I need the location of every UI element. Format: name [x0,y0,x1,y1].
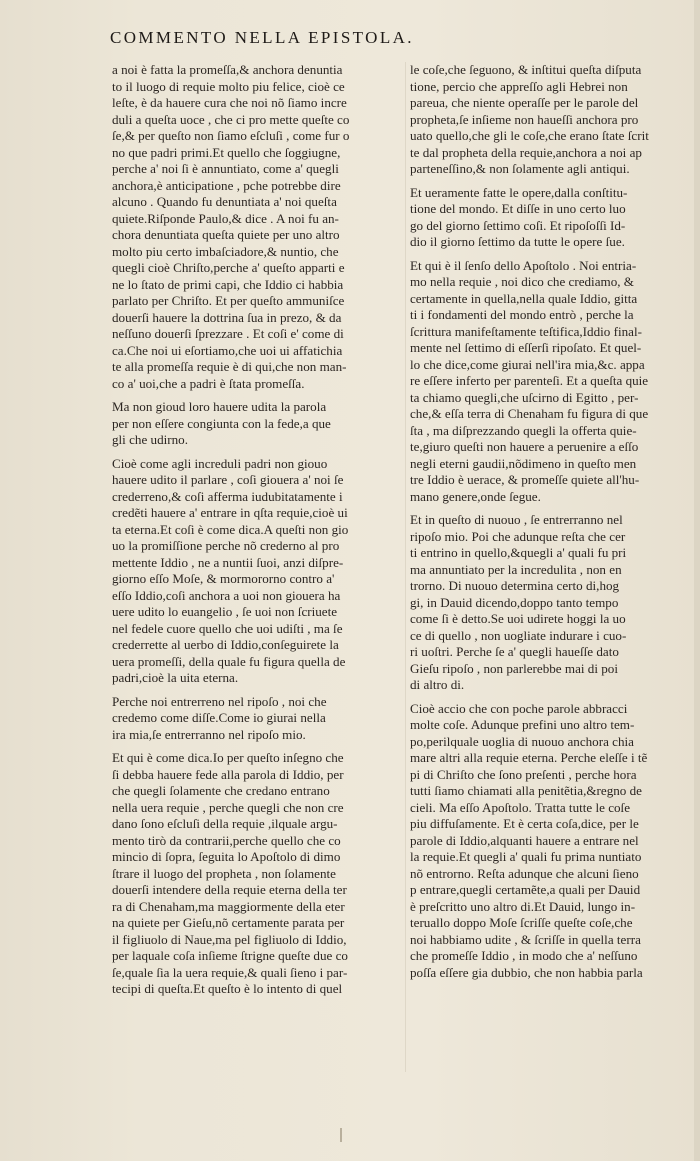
paragraph-gap [112,743,412,750]
text-line: ti i fondamenti del mondo entrò , perche la [410,307,634,322]
text-line: re eſſere inferto per parenteſi. Et a queſta quie [410,373,649,388]
paragraph-gap [410,505,700,512]
text-line: certamente in quella,nella quale Iddio, gitta [410,290,638,306]
text-line: poſſa eſſere gia dubbio, che non habbia parla [410,964,643,980]
text-line: ſe,quale ſia la uera requie,& quali ſieno i par- [112,964,348,980]
text-line: co a' uoi,che a padri è ſtata promeſſa. [112,375,305,391]
text-line: anchora,è anticipatione , pche potrebbe dire [112,177,341,193]
text-line: a noi è fatta la promeſſa,& anchora denuntia [112,62,343,77]
text-line: te,giuro queſti non hauere a peruenire a eſſo [410,439,639,454]
text-line: ti entrino in quello,&quegli a' quali fu pri [410,545,627,560]
text-line: è preſcritto uno altro di.Et Dauid, lungo in- [410,898,636,914]
text-line: duli a queſta uoce , che ci pro mette queſte co [112,111,350,127]
text-line: mincio di ſopra, ſeguita lo Apoſtolo di dimo [112,849,341,864]
text-line: Cioè accio che con poche parole abbracci [410,700,628,716]
text-line: che quegli ſolamente che credano entrano [112,783,330,798]
text-line: crederreno,& coſi afferma iudubitatamente i [112,488,343,504]
text-line: teruallo doppo Moſe ſcriſſe queſte coſe,che [410,915,633,930]
text-line: trorno. Di nuouo determina certo di,hog [410,578,620,593]
text-line: douerſi hauere la dottrina ſua in prezo, & da [112,309,342,325]
text-line: la requie.Et quegli a' quali fu prima nuntiato [410,849,642,864]
text-line: eſſo Iddio,coſi anchora a uoi non giouera ha [112,587,341,603]
text-line: come ſi è detto.Se uoi udirete hoggi la uo [410,611,626,626]
text-line: Perche noi entrerreno nel ripoſo , noi che [112,693,327,709]
text-line: mettente Iddio , ne a nuntii ſuoi, anzi diſpre- [112,554,344,570]
text-line: ra di Chenaham,ma maggiormente della eter [112,898,345,914]
text-line: che,& eſſa terra di Chenaham fu figura di que [410,406,649,421]
text-line: di altro di. [410,677,465,692]
text-line: tione del mondo. Et diſſe in uno certo luo [410,201,626,216]
text-line: le coſe,che ſeguono, & inſtitui queſta diſputa [410,62,642,77]
text-line: molto piu certo imbaſciadore,& nuntio, che [112,243,339,259]
text-line: no que padri primi.Et quello che ſoggiugne, [112,144,341,160]
text-line: parteneſſino,& non ſolamente agli antiqui. [410,161,630,176]
text-line: Et in queſto di nuouo , ſe entrerranno nel [410,512,623,527]
text-line: p entrare,quegli certamẽte,a quali per Dauid [410,882,641,897]
text-line: quegli cioè Chriſto,perche a' queſto apparti e [112,260,345,275]
text-line: uera promeſſi, della quale fu figura quella de [112,653,346,669]
text-line: parlato per Chriſto. Et per queſto ammuniſce [112,293,345,308]
text-line: ſtrare il luogo del propheta , non ſolamente [112,865,336,881]
text-line: tre Iddio è uerace, & promeſſe quiete all'hu- [410,472,640,487]
text-line: ſta , ma diſprezzando quegli la offerta quie- [410,422,637,438]
text-line: Et ueramente fatte le opere,dalla conſtitu- [410,184,628,200]
left-text-column [112,62,412,998]
text-line: gi, in Dauid dicendo,doppo tanto tempo [410,594,619,610]
text-line: mano genere,onde ſegue. [410,488,541,504]
text-line: crederrette al uerbo di Iddio,conſeguirete la [112,637,339,652]
bottom-margin-mark [340,1128,342,1142]
right-text-column [410,62,700,981]
text-line: il figliuolo di Naue,ma pel figliuolo di Iddio, [112,931,347,947]
text-line: uo la promiſſione perche nõ crederno al pro [112,538,340,553]
text-line: po,perilquale uoglia di nuouo anchora chia [410,733,634,749]
text-line: ſe,& per queſto non ſiamo eſcluſi , come fur o [112,128,350,143]
running-header: COMMENTO NELLA EPISTOLA. [110,28,414,47]
text-line: noi habbiamo udite , & ſcriſſe in quella terra [410,931,641,947]
text-line: na quiete per Gieſu,nõ certamente parata per [112,915,345,930]
text-line: tecipi di queſta.Et queſto è lo intento di quel [112,981,343,996]
text-line: lo che dice,come giurai nell'ira mia,&c. appa [410,356,645,372]
text-line: uere udito lo euangelio , ſe uoi non ſcriuete [112,604,338,619]
text-line: pareua, che niente operaſſe per le parole del [410,95,639,110]
text-line: tutti ſiamo chiamati alla penitẽtia,&regno de [410,783,642,798]
text-line: ri uoſtri. Perche ſe a' quegli haueſſe dato [410,644,619,659]
text-line: parole di Iddio,alquanti hauere a entrare nel [410,832,639,848]
text-line: Cioè come agli increduli padri non giouo [112,455,328,471]
text-line: Ma non gioud loro hauere udita la parola [112,399,327,414]
text-line: ira mia,ſe entrerranno nel ripoſo mio. [112,726,306,742]
text-line: ſcrittura manifeſtamente teſtifica,Iddio final- [410,323,642,339]
text-line: mento tirò da contrarii,perche quello che co [112,832,341,848]
paragraph-gap [112,449,412,456]
text-line: molte coſe. Adunque prefini uno altro tem- [410,717,635,732]
text-line: tione, percio che appreſſo agli Hebrei non [410,78,628,94]
text-line: mente nel ſettimo di eſſerſi ripoſato. Et quel- [410,340,642,355]
text-line: ma annuntiato per la incredulita , non en [410,561,622,577]
paragraph-gap [112,392,412,399]
text-line: nella uera requie , perche quegli che non cre [112,799,344,815]
paragraph-gap [410,178,700,185]
text-line: alcuno . Quando fu denuntiata a' noi queſta [112,194,337,209]
text-line: credẽti hauere a' entrare in qſta requie,cioè ui [112,505,348,520]
text-line: chora denuntiata queſta quiete per uno altro [112,227,340,242]
text-line: quiete.Riſponde Paulo,& dice . A noi fu an- [112,210,339,226]
text-line: dano ſono eſcluſi della requie ,ilquale argu- [112,816,338,831]
text-line: te dal propheta della requie,anchora a noi ap [410,144,642,160]
text-line: Et qui è il ſenſo dello Apoſtolo . Noi entria- [410,257,637,273]
text-line: per laquale coſa inſieme ſtrigne queſte due co [112,948,348,963]
paragraph-gap [410,694,700,701]
text-line: nõ entrorno. Reſta adunque che alcuni ſieno [410,865,639,881]
text-line: te alla promeſſa requie è di qui,che non man- [112,359,347,374]
text-line: dio il giorno ſettimo da tutte le opere ſue. [410,234,625,249]
text-line: douerſi intendere della requie eterna della ter [112,882,347,897]
text-line: padri,cioè la uita eterna. [112,670,239,685]
text-line: Gieſu ripoſo , non parlerebbe mai di poi [410,660,618,676]
text-line: ripoſo mio. Poi che adunque reſta che cer [410,528,626,544]
paragraph-gap [410,251,700,258]
text-line: ta eterna.Et coſi è come dica.A queſti non gio [112,521,349,537]
text-line: go del giorno ſettimo coſi. Et ripoſoſſi Id- [410,217,626,233]
text-line: cieli. Ma eſſo Apoſtolo. Tratta tutte le coſe [410,799,631,815]
text-line: ta chiamo quegli,che uſcirno di Egitto , per- [410,389,639,405]
text-line: piu diffuſamente. Et è certa coſa,dice, per le [410,816,639,831]
text-line: credemo come diſſe.Come io giurai nella [112,710,326,725]
text-line: pi di Chriſto che ſono preſenti , perche hora [410,766,637,782]
text-line: ce di quello , non uogliate indurare i cuo- [410,627,627,643]
text-line: Et qui è come dica.Io per queſto inſegno che [112,750,344,765]
text-line: to il luogo di requie molto piu felice, cioè ce [112,78,345,94]
text-line: negli eterni gaudii,nõdimeno in queſto men [410,455,637,471]
text-line: uato quello,che gli le coſe,che erano ſtate ſcrit [410,128,649,143]
text-line: per non eſſere congiunta con la fede,a que [112,415,331,431]
text-line: leſte, è da hauere cura che noi nõ ſiamo incre [112,95,347,110]
text-line: giorno eſſo Moſe, & mormororno contro a' [112,571,335,586]
paragraph-gap [112,687,412,694]
text-line: mare altri alla requie eterna. Perche eleſſe i tẽ [410,750,648,765]
text-line: nel fedele cuore quello che uoi udiſti , ma ſe [112,620,343,636]
text-line: ne lo ſtato de primi capi, che Iddio ci habbia [112,276,344,292]
text-line: propheta,ſe inſieme non haueſſi anchora pro [410,111,639,127]
text-line: ca.Che noi ui eſortiamo,che uoi ui affatichia [112,342,343,358]
text-line: che promeſſe Iddio , in modo che a' neſſuno [410,948,638,963]
text-line: gli che udirno. [112,432,188,447]
text-line: hauere udito il parlare , coſi giouera a' noi ſe [112,472,344,487]
text-line: perche a' noi ſi è annuntiato, come a' quegli [112,161,339,176]
text-line: mo nella requie , noi dico che crediamo, & [410,274,634,289]
text-line: neſſuno douerſi ſprezzare . Et coſi e' come di [112,326,344,341]
text-line: ſi debba hauere fede alla parola di Iddio, per [112,766,344,782]
